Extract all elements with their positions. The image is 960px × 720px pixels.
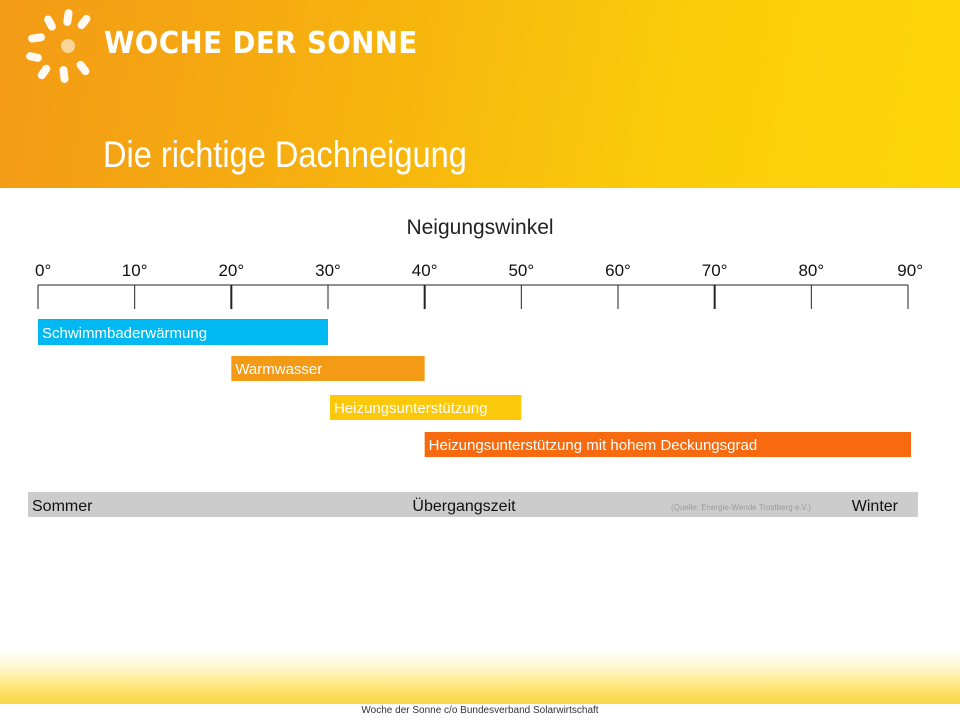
tick-label: 80° bbox=[798, 261, 825, 280]
tick-label: 40° bbox=[411, 261, 438, 280]
bar-label: Warmwasser bbox=[235, 361, 323, 378]
brand-name: WOCHE DER SONNE bbox=[104, 26, 418, 61]
footer-text: Woche der Sonne c/o Bundesverband Solarwirtschaft bbox=[0, 704, 960, 720]
bar-layer bbox=[38, 319, 911, 457]
tick-label: 0° bbox=[35, 261, 52, 280]
tick-label: 20° bbox=[218, 261, 245, 280]
tick-label: 10° bbox=[121, 261, 148, 280]
axis-title: Neigungswinkel bbox=[406, 216, 554, 239]
tick-label: 70° bbox=[701, 261, 728, 280]
season-layer bbox=[28, 492, 918, 517]
footer-band bbox=[0, 650, 960, 704]
bar-label: Heizungsunterstützung mit hohem Deckungsgrad bbox=[428, 437, 758, 454]
bar-label: Schwimmbaderwärmung bbox=[42, 325, 208, 342]
inclination-chart bbox=[0, 240, 960, 530]
header-banner bbox=[0, 0, 960, 188]
sun-logo-icon bbox=[22, 8, 112, 84]
season-label-transition: Übergangszeit bbox=[412, 498, 516, 515]
tick-label: 50° bbox=[508, 261, 535, 280]
tick-label: 60° bbox=[605, 261, 631, 280]
season-label-summer: Sommer bbox=[32, 498, 93, 515]
season-label-winter: Winter bbox=[851, 498, 898, 515]
source-note: (Quelle: Energie-Wende Trostberg e.V.) bbox=[670, 503, 812, 512]
page-title: Die richtige Dachneigung bbox=[103, 134, 467, 175]
header-divider bbox=[0, 188, 960, 190]
bar-label: Heizungsunterstützung bbox=[334, 400, 488, 417]
tick-label: 90° bbox=[897, 261, 923, 280]
tick-label: 30° bbox=[315, 261, 341, 280]
tick-layer bbox=[35, 261, 923, 309]
